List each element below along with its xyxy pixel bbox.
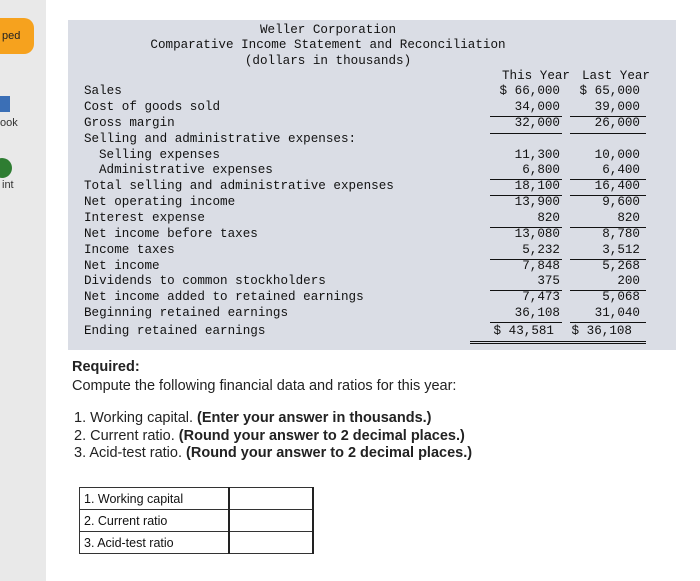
row-label-selling: Selling expenses [99,148,220,162]
row-label-sga-heading: Selling and administrative expenses: [84,132,357,146]
cell-last-year: 6,400 [602,163,640,177]
answer-label: 2. Current ratio [80,510,230,532]
answer-table [79,487,314,554]
required-section [72,358,456,396]
statement-units: (dollars in thousands) [244,54,412,68]
row-label-net-income: Net income [84,259,160,273]
task-note: (Round your answer to 2 decimal places.) [178,427,465,444]
row-label-ending-retained: Ending retained earnings [84,324,266,338]
cell-this-year: 13,900 [514,195,560,209]
double-underline [470,343,562,344]
underline [570,322,646,323]
task-item [74,428,472,446]
cell-this-year: 375 [537,274,560,288]
row-label-income-taxes: Income taxes [84,243,175,257]
cell-this-year: 7,848 [522,259,560,273]
col-header-this-year: This Year [501,69,570,83]
rail-badge[interactable]: ped [0,18,34,54]
answer-row [80,488,314,510]
col-header-last-year: Last Year [581,69,650,83]
cell-last-year: $ 36,108 [571,324,632,338]
cell-last-year: 200 [617,274,640,288]
answer-label: 3. Acid-test ratio [80,532,230,554]
cell-last-year: 26,000 [594,116,640,130]
cell-last-year: $ 65,000 [579,84,640,98]
print-icon[interactable] [0,158,12,178]
cell-this-year: 18,100 [514,179,560,193]
cell-this-year: 32,000 [514,116,560,130]
row-label-total-sga: Total selling and administrative expenses [84,179,394,193]
row-label-sales: Sales [84,84,122,98]
task-list [74,410,472,463]
double-underline [470,341,562,342]
cell-last-year: 39,000 [594,100,640,114]
rail-ebook-label[interactable]: ook [0,117,18,129]
ebook-icon[interactable] [0,96,10,112]
row-label-dividends: Dividends to common stockholders [84,274,326,288]
cell-last-year: 16,400 [594,179,640,193]
task-item [74,410,472,428]
underline [490,322,562,323]
cell-this-year: $ 43,581 [493,324,554,338]
row-label-beginning-retained: Beginning retained earnings [84,306,289,320]
task-note: (Round your answer to 2 decimal places.) [186,445,473,461]
acid-test-ratio-input[interactable] [230,532,312,553]
task-text: 1. Working capital. [74,410,194,426]
required-heading: Required: [72,359,140,375]
required-intro: Compute the following financial data and ratios for this year: [72,378,457,394]
cell-last-year: 5,268 [602,259,640,273]
row-label-admin: Administrative expenses [99,163,273,177]
cell-this-year: 13,080 [514,227,560,241]
left-rail [0,0,46,581]
task-text: 3. Acid-test ratio. [74,445,182,461]
answer-cell[interactable] [229,532,313,554]
row-label-gross-margin: Gross margin [84,116,175,130]
task-item [74,445,472,463]
cell-this-year: 5,232 [522,243,560,257]
answer-cell[interactable] [229,510,313,532]
cell-last-year: 3,512 [602,243,640,257]
double-underline [550,343,646,344]
cell-last-year: 10,000 [594,148,640,162]
cell-this-year: 7,473 [522,290,560,304]
cell-last-year: 31,040 [594,306,640,320]
cell-this-year: $ 66,000 [499,84,560,98]
double-underline [550,341,646,342]
row-label-added-to-retained: Net income added to retained earnings [84,290,364,304]
cell-this-year: 820 [537,211,560,225]
income-statement-panel [68,20,676,350]
row-label-cogs: Cost of goods sold [84,100,221,114]
rail-print-label[interactable]: int [2,179,14,191]
cell-this-year: 34,000 [514,100,560,114]
answer-cell[interactable] [229,488,313,510]
cell-last-year: 9,600 [602,195,640,209]
row-label-interest: Interest expense [84,211,205,225]
answer-row [80,532,314,554]
task-text: 2. Current ratio. [74,427,175,444]
answer-label: 1. Working capital [80,488,230,510]
working-capital-input[interactable] [230,488,312,509]
cell-last-year: 820 [617,211,640,225]
cell-this-year: 6,800 [522,163,560,177]
cell-last-year: 8,780 [602,227,640,241]
company-name: Weller Corporation [259,23,397,37]
answer-row [80,510,314,532]
underline [570,133,646,134]
row-label-net-operating-income: Net operating income [84,195,236,209]
cell-this-year: 11,300 [514,148,560,162]
underline [490,133,562,134]
current-ratio-input[interactable] [230,510,312,531]
cell-last-year: 5,068 [602,290,640,304]
task-note: (Enter your answer in thousands.) [197,410,432,426]
statement-title: Comparative Income Statement and Reconciliation [150,38,506,52]
main-content [46,0,700,581]
row-label-income-before-taxes: Net income before taxes [84,227,258,241]
cell-this-year: 36,108 [514,306,560,320]
